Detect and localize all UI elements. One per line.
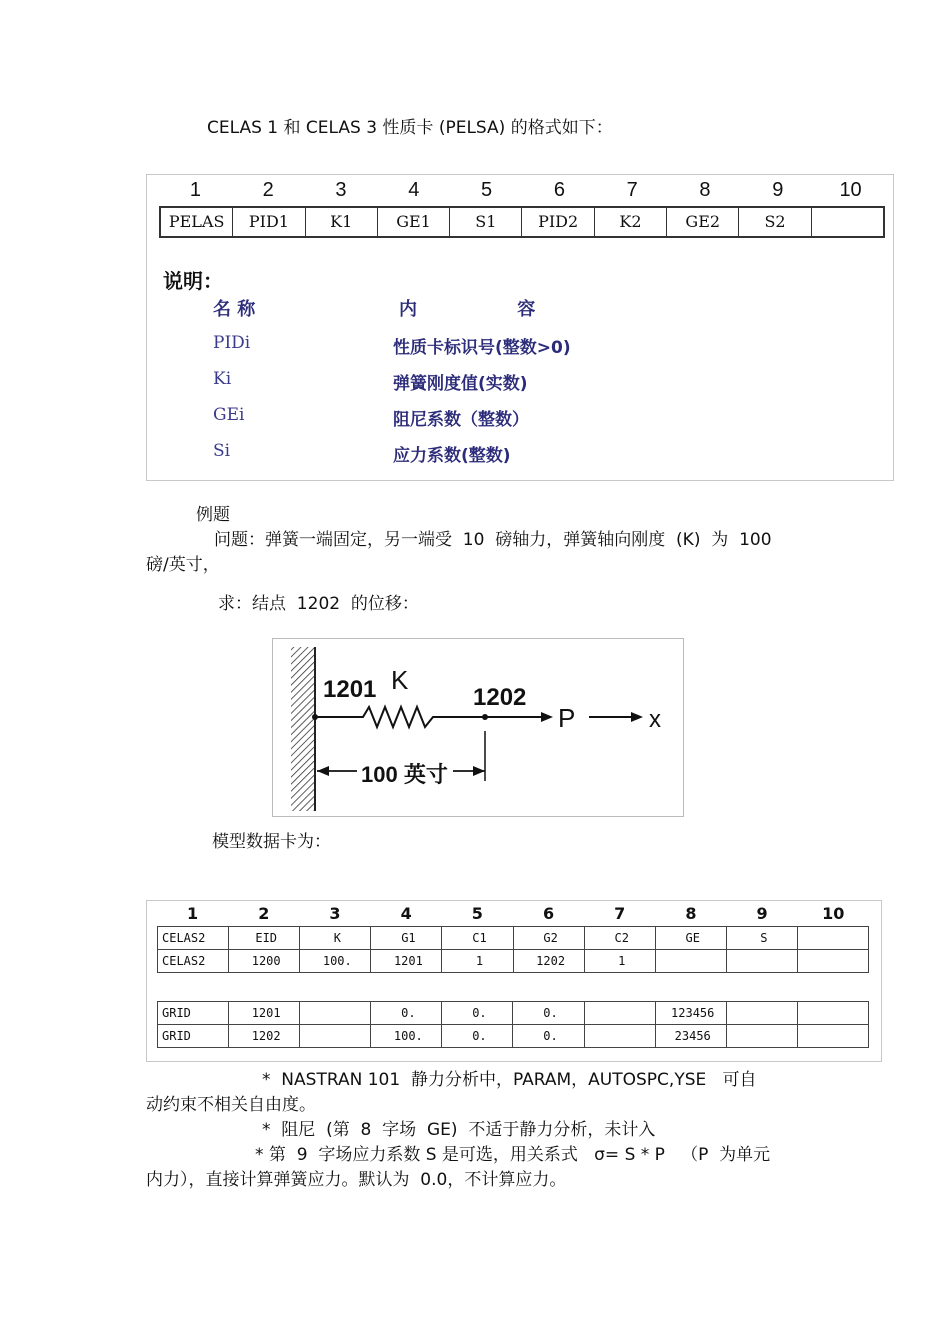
- axis-label: x: [649, 706, 661, 733]
- celas-table: [157, 926, 869, 973]
- table-cell: [797, 1025, 868, 1048]
- table-cell: [726, 1025, 797, 1048]
- force-label: P: [558, 703, 576, 733]
- desc-content: 应力系数(整数): [393, 446, 511, 466]
- table-cell: [655, 950, 726, 973]
- table-cell: [584, 1002, 655, 1025]
- card-field: PID1: [233, 208, 305, 236]
- column-number: 2: [258, 904, 270, 923]
- ask-line: 求：结点 1202 的位移：: [218, 594, 419, 614]
- card-field: K2: [595, 208, 667, 236]
- table-cell: GE: [655, 927, 726, 950]
- table-cell: 100.: [371, 1025, 442, 1048]
- desc-content: 阻尼系数（整数）: [393, 410, 529, 430]
- table-cell: [300, 1002, 371, 1025]
- desc-name: GEi: [213, 405, 245, 425]
- table-cell: [726, 1002, 797, 1025]
- column-number: 10: [839, 179, 862, 201]
- column-number: 2: [262, 179, 274, 201]
- column-number: 6: [542, 904, 555, 923]
- table-cell: C1: [442, 927, 513, 950]
- note3-line1: * 第 9 字场应力系数 S 是可选，用关系式 σ= S * P （P 为单元: [255, 1145, 771, 1165]
- table-cell: [584, 1025, 655, 1048]
- table-row: [158, 927, 869, 950]
- column-number: 3: [329, 904, 341, 923]
- dimension-label: 100 英寸: [361, 762, 448, 787]
- column-number: 3: [335, 179, 347, 201]
- table-cell: C2: [584, 927, 655, 950]
- table-cell: 1202: [513, 950, 584, 973]
- spring-figure: [272, 638, 684, 817]
- problem-line1: 问题：弹簧一端固定，另一端受 10 磅轴力，弹簧轴向刚度 (K) 为 100: [214, 530, 772, 550]
- data-cards-box: [146, 900, 882, 1062]
- card-field: GE2: [667, 208, 739, 236]
- spring-diagram: [273, 639, 683, 816]
- column-number: 1: [189, 179, 201, 201]
- data-column-numbers: [157, 903, 869, 925]
- force-arrowhead: [541, 712, 553, 722]
- column-number: 6: [553, 179, 565, 201]
- desc-content: 弹簧刚度值(实数): [393, 374, 528, 394]
- table-cell: 1201: [371, 950, 442, 973]
- table-cell: EID: [229, 927, 300, 950]
- table-cell: [797, 950, 868, 973]
- table-cell: 0.: [442, 1025, 513, 1048]
- column-number: 5: [481, 179, 493, 201]
- description-title: 说明：: [163, 269, 223, 293]
- column-number: 5: [471, 904, 483, 923]
- table-cell: 1200: [229, 950, 300, 973]
- table-cell: [300, 1025, 371, 1048]
- table-cell: 1: [584, 950, 655, 973]
- dimension-arrow-right: [473, 766, 485, 776]
- node-1202-label: 1202: [473, 684, 527, 711]
- column-number: 10: [822, 904, 845, 923]
- grid-table: [157, 1001, 869, 1048]
- table-cell: CELAS2: [158, 950, 229, 973]
- table-row: [158, 1002, 869, 1025]
- table-cell: [797, 927, 868, 950]
- node-1201-label: 1201: [323, 676, 377, 703]
- desc-name: Ki: [213, 369, 232, 389]
- card-field: PID2: [522, 208, 594, 236]
- axis-arrowhead: [631, 712, 643, 722]
- table-cell: [726, 950, 797, 973]
- table-cell: 23456: [655, 1025, 726, 1048]
- fixed-wall: [291, 647, 315, 811]
- dimension-arrow-left: [317, 766, 329, 776]
- table-cell: K: [300, 927, 371, 950]
- desc-name: Si: [213, 441, 231, 461]
- column-number: 4: [400, 904, 412, 923]
- table-cell: 1: [442, 950, 513, 973]
- pelas-format-box: [146, 174, 894, 481]
- table-cell: [797, 1002, 868, 1025]
- desc-name: PIDi: [213, 333, 251, 353]
- card-field: S1: [450, 208, 522, 236]
- column-number: 1: [187, 904, 199, 923]
- desc-content: 性质卡标识号(整数>0): [393, 338, 571, 358]
- column-number: 9: [756, 904, 768, 923]
- table-cell: GRID: [158, 1002, 229, 1025]
- table-cell: 0.: [371, 1002, 442, 1025]
- column-number: 8: [699, 179, 711, 201]
- header-content: 内 容: [399, 299, 536, 320]
- table-cell: 1201: [229, 1002, 300, 1025]
- table-cell: G2: [513, 927, 584, 950]
- note1-line2: 动约束不相关自由度。: [146, 1095, 316, 1115]
- column-number: 7: [614, 904, 626, 923]
- example-heading: 例题: [196, 505, 230, 525]
- note3-line2: 内力），直接计算弹簧应力。默认为 0.0，不计算应力。: [146, 1170, 567, 1190]
- pelas-column-numbers: [159, 175, 887, 205]
- problem-line2: 磅/英寸，: [146, 555, 220, 575]
- intro-text: CELAS 1 和 CELAS 3 性质卡 (PELSA) 的格式如下：: [207, 118, 613, 138]
- note1-line1: * NASTRAN 101 静力分析中，PARAM，AUTOSPC,YSE 可自: [262, 1070, 757, 1090]
- column-number: 4: [408, 179, 420, 201]
- table-cell: GRID: [158, 1025, 229, 1048]
- table-cell: 1202: [229, 1025, 300, 1048]
- header-name: 名 称: [213, 299, 256, 320]
- table-cell: 123456: [655, 1002, 726, 1025]
- table-cell: 0.: [513, 1025, 584, 1048]
- card-field: GE1: [378, 208, 450, 236]
- card-field: [812, 208, 883, 236]
- note2: * 阻尼 (第 8 字场 GE) 不适于静力分析，未计入: [262, 1120, 656, 1140]
- pelas-card-fields: [159, 206, 885, 238]
- card-field: S2: [739, 208, 811, 236]
- column-number: 9: [772, 179, 784, 201]
- table-cell: 100.: [300, 950, 371, 973]
- card-field: K1: [306, 208, 378, 236]
- table-cell: 0.: [442, 1002, 513, 1025]
- column-number: 8: [685, 904, 697, 923]
- model-caption: 模型数据卡为：: [212, 832, 331, 852]
- table-row: [158, 1025, 869, 1048]
- table-row: [158, 950, 869, 973]
- spring-label: K: [391, 665, 409, 695]
- card-field: PELAS: [161, 208, 233, 236]
- column-number: 7: [626, 179, 638, 201]
- table-cell: CELAS2: [158, 927, 229, 950]
- table-cell: S: [726, 927, 797, 950]
- table-cell: G1: [371, 927, 442, 950]
- spring: [315, 707, 485, 727]
- table-cell: 0.: [513, 1002, 584, 1025]
